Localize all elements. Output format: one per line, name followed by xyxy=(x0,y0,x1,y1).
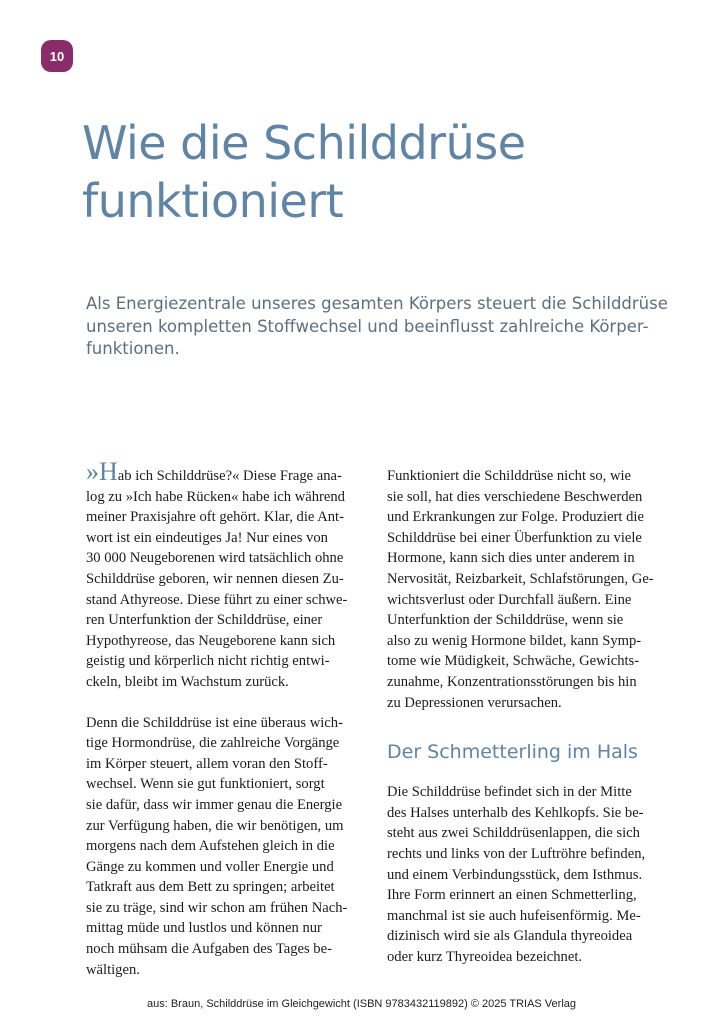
text-line: wältigen. xyxy=(86,961,140,978)
text-line: Unterfunktion der Schilddrüse, wenn sie xyxy=(387,612,624,629)
title-line: funktioniert xyxy=(82,174,344,228)
text-line: tome wie Müdigkeit, Schwäche, Gewichts- xyxy=(387,653,640,670)
text-line: sie soll, hat dies verschiedene Beschwerden xyxy=(387,488,643,505)
text-line: Hypothyreose, das Neugeborene kann sich xyxy=(86,632,336,649)
right-paragraph-2-lines xyxy=(387,782,669,967)
text-line: Hormone, kann sich dies unter anderem in xyxy=(387,550,635,567)
text-line: Funktioniert die Schilddrüse nicht so, wie xyxy=(387,468,632,484)
right-column xyxy=(387,466,669,967)
text-line: log zu »Ich habe Rücken« habe ich während xyxy=(86,488,345,505)
first-line xyxy=(86,457,368,487)
text-line: oder kurz Thyreoidea bezeichnet. xyxy=(387,948,583,965)
text-line: noch mühsam die Aufgaben des Tages be- xyxy=(86,941,332,958)
text-line: wort ist ein eindeutiges Ja! Nur eines von xyxy=(86,529,328,546)
text-line: ren Unterfunktion der Schilddrüse, einer xyxy=(86,612,323,629)
right-paragraph-2 xyxy=(387,782,669,967)
text-line: Ihre Form erinnert an einen Schmetterling, xyxy=(387,887,637,904)
left-paragraph-2-lines xyxy=(86,713,368,981)
intro-paragraph xyxy=(86,293,668,361)
text-line: Die Schilddrüse befindet sich in der Mitte xyxy=(387,784,632,801)
text-line: Schilddrüse geboren, wir nennen diesen Zu- xyxy=(86,570,344,587)
left-column xyxy=(86,457,368,980)
text-line: geistig und körperlich nicht richtig entwi- xyxy=(86,653,330,670)
text-line: 30 000 Neugeborenen wird tatsächlich ohne xyxy=(86,550,344,567)
text-line: wechsel. Wenn sie gut funktioniert, sorgt xyxy=(86,776,325,793)
left-paragraph-1-lines xyxy=(86,487,368,693)
text-line: rechts und links von der Luftröhre befinden, xyxy=(387,845,646,862)
text-line: wichtsverlust oder Durchfall äußern. Eine xyxy=(387,591,632,608)
title-line: Wie die Schilddrüse xyxy=(82,116,526,170)
intro-line: unseren kompletten Stoffwechsel und beeinflusst zahlreiche Körper- xyxy=(86,316,649,336)
text-line: stand Athyreose. Diese führt zu einer schwe- xyxy=(86,591,348,608)
text-line: dizinisch wird sie als Glandula thyreoidea xyxy=(387,928,633,945)
text-line: ckeln, bleibt im Wachstum zurück. xyxy=(86,673,289,690)
text-line: zu Depressionen verursachen. xyxy=(387,694,562,711)
drop-cap: »H xyxy=(86,457,118,486)
text-line: steht aus zwei Schilddrüsenlappen, die sich xyxy=(387,825,640,842)
text-line: Nervosität, Reizbarkeit, Schlafstörungen, Ge- xyxy=(387,570,654,587)
text-line: also zu wenig Hormone bildet, kann Symp- xyxy=(387,632,642,649)
text-line: mittag müde und lustlos und können nur xyxy=(86,920,322,937)
text-line: meiner Praxisjahre oft gehört. Klar, die Ant- xyxy=(86,509,344,526)
text-line: manchmal ist sie auch hufeisenförmig. Me- xyxy=(387,907,641,924)
intro-line: Als Energiezentrale unseres gesamten Körpers steuert die Schilddrüse xyxy=(86,294,668,313)
left-paragraph-2 xyxy=(86,713,368,981)
text-line: zur Verfügung haben, die wir benötigen, um xyxy=(86,817,344,834)
text-line: zunahme, Konzentrationsstörungen bis hin xyxy=(387,673,637,690)
left-paragraph-1 xyxy=(86,457,368,693)
first-line-text: ab ich Schilddrüse?« Diese Frage ana- xyxy=(117,468,342,484)
page-title xyxy=(82,114,682,230)
right-paragraph-1 xyxy=(387,466,669,713)
text-line: Gänge zu kommen und voller Energie und xyxy=(86,858,334,875)
text-line: im Körper steuert, allem voran den Stoff- xyxy=(86,755,328,772)
source-footer: aus: Braun, Schilddrüse im Gleichgewicht (ISBN 9783432119892) © 2025 TRIAS Verlag xyxy=(147,998,576,1010)
text-line: und einem Verbindungsstück, dem Isthmus. xyxy=(387,866,643,883)
text-line: Denn die Schilddrüse ist eine überaus wich- xyxy=(86,714,343,731)
text-line: Schilddrüse bei einer Überfunktion zu viele xyxy=(387,529,642,546)
text-line: morgens nach dem Aufstehen gleich in die xyxy=(86,838,335,855)
intro-line: funktionen. xyxy=(86,339,180,358)
text-line: tige Hormondrüse, die zahlreiche Vorgänge xyxy=(86,735,340,752)
right-paragraph-1-lines xyxy=(387,466,669,713)
text-line: des Halses unterhalb des Kehlkopfs. Sie be- xyxy=(387,804,644,821)
page-number-badge: 10 xyxy=(41,40,73,72)
text-line: Tatkraft aus dem Bett zu springen; arbeitet xyxy=(86,879,335,896)
text-line: und Erkrankungen zur Folge. Produziert die xyxy=(387,509,644,526)
text-line: sie zu träge, sind wir schon am frühen Nach- xyxy=(86,899,348,916)
section-subheading: Der Schmetterling im Hals xyxy=(387,741,638,764)
text-line: sie dafür, dass wir immer genau die Energie xyxy=(86,796,343,813)
